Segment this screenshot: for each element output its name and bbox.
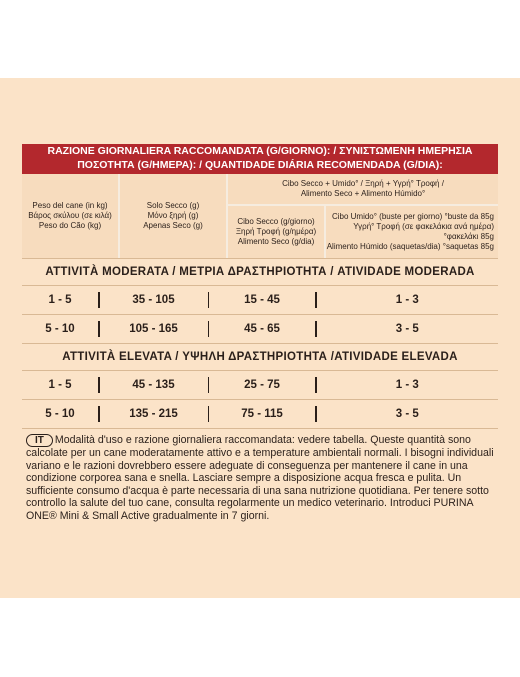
col-mixed-wet-it: Cibo Umido° (buste per giorno) °buste da 85g [331, 212, 494, 221]
col-weight-header [22, 174, 120, 258]
col-mixed-group-header [228, 174, 498, 206]
table-row [22, 400, 498, 429]
cell-wet: 3 - 5 [395, 408, 419, 420]
col-dry-only-header [120, 174, 228, 258]
col-weight-it: Peso del cane (in kg) [32, 201, 108, 210]
cell-weight: 1 - 5 [48, 379, 72, 391]
cell-dry: 135 - 215 [129, 408, 178, 420]
table-row [22, 371, 498, 400]
col-mixed-line1: Cibo Secco + Umido° / Ξηρή + Υγρή° Τροφή / [282, 179, 444, 188]
col-dry-gr: Μόνο ξηρή (g) [147, 211, 199, 220]
cell-mixed-dry: 15 - 45 [244, 294, 280, 306]
cell-mixed-dry: 75 - 115 [241, 408, 283, 420]
column-headers [22, 174, 498, 259]
cell-weight: 5 - 10 [45, 323, 75, 335]
section-moderate-title: ATTIVITÀ MODERATA / ΜΕΤΡΙΑ ΔΡΑΣΤΗΡΙΟΤΗΤΑ / ATIVIDADE MODERADA [22, 259, 498, 286]
feeding-table [22, 144, 498, 429]
language-badge: IT [26, 434, 53, 447]
col-mixed-dry-header [228, 206, 326, 258]
table-title: RAZIONE GIORNALIERA RACCOMANDATA (G/GIORNO): / ΣΥΝΙΣΤΩΜΕΝΗ ΗΜΕΡΗΣΙΑ ΠΟΣΟΤΗΤΑ (G/HMEPA): / QUANTIDADE DIÁRIA RECOMENDADA (G/DIA): [47, 145, 473, 171]
cell-dry: 105 - 165 [129, 323, 178, 335]
col-mixed-wet-pt: Alimento Húmido (saquetas/dia) °saquetas 85g [326, 242, 494, 251]
table-row [22, 286, 498, 315]
col-mixed-dry-pt: Alimento Seco (g/dia) [237, 237, 315, 246]
cell-dry: 35 - 105 [132, 294, 175, 306]
col-mixed-group [228, 174, 498, 258]
col-mixed-wet-gr: Υγρή° Τροφή (σε φακελάκια ανά ημέρα) °φακελάκι 85g [353, 222, 494, 241]
usage-notes-text: Modalità d'uso e razione giornaliera raccomandata: vedere tabella. Queste quantità sono calcolate per un cane moderatamente attivo e a temperature ambientali normali. I bisogni individuali variano e le razioni dovrebbero essere adeguate di conseguenza per mantenere il cane in una condizione corporea sana e snella. Lasciare sempre a disposizione acqua fresca e pulita. Un sufficiente consumo d'acqua è parte necessaria di una sana nutrizione quotidiana. Per tenere sotto controllo la salute del tuo cane, consulta regolarmente un medico veterinario. Introduci PURINA ONE® Mini & Small Active gradualmente in 7 giorni. [26, 434, 494, 522]
col-weight-pt: Peso do Cão (kg) [38, 221, 102, 230]
section-high-title: ATTIVITÀ ELEVATA / ΥΨΗΛΗ ΔΡΑΣΤΗΡΙΟΤΗΤΑ /ATIVIDADE ELEVADA [22, 344, 498, 371]
col-mixed-dry-it: Cibo Secco (g/giorno) [237, 217, 315, 226]
cell-wet: 3 - 5 [395, 323, 419, 335]
usage-notes [26, 434, 498, 523]
table-row [22, 315, 498, 344]
col-dry-it: Solo Secco (g) [146, 201, 200, 210]
cell-mixed-dry: 25 - 75 [244, 379, 280, 391]
cell-mixed-dry: 45 - 65 [244, 323, 280, 335]
col-mixed-line2: Alimento Seco + Alimento Húmido° [300, 189, 426, 198]
cell-dry: 45 - 135 [132, 379, 175, 391]
table-header [22, 144, 498, 174]
col-dry-pt: Apenas Seco (g) [143, 221, 203, 230]
cell-wet: 1 - 3 [395, 294, 419, 306]
col-weight-gr: Βάρος σκύλου (σε κιλά) [28, 211, 112, 220]
cell-weight: 1 - 5 [48, 294, 72, 306]
cell-wet: 1 - 3 [395, 379, 419, 391]
cell-weight: 5 - 10 [45, 408, 75, 420]
col-mixed-dry-gr: Ξηρή Τροφή (g/ημέρα) [235, 227, 317, 236]
col-mixed-wet-header [326, 206, 498, 258]
